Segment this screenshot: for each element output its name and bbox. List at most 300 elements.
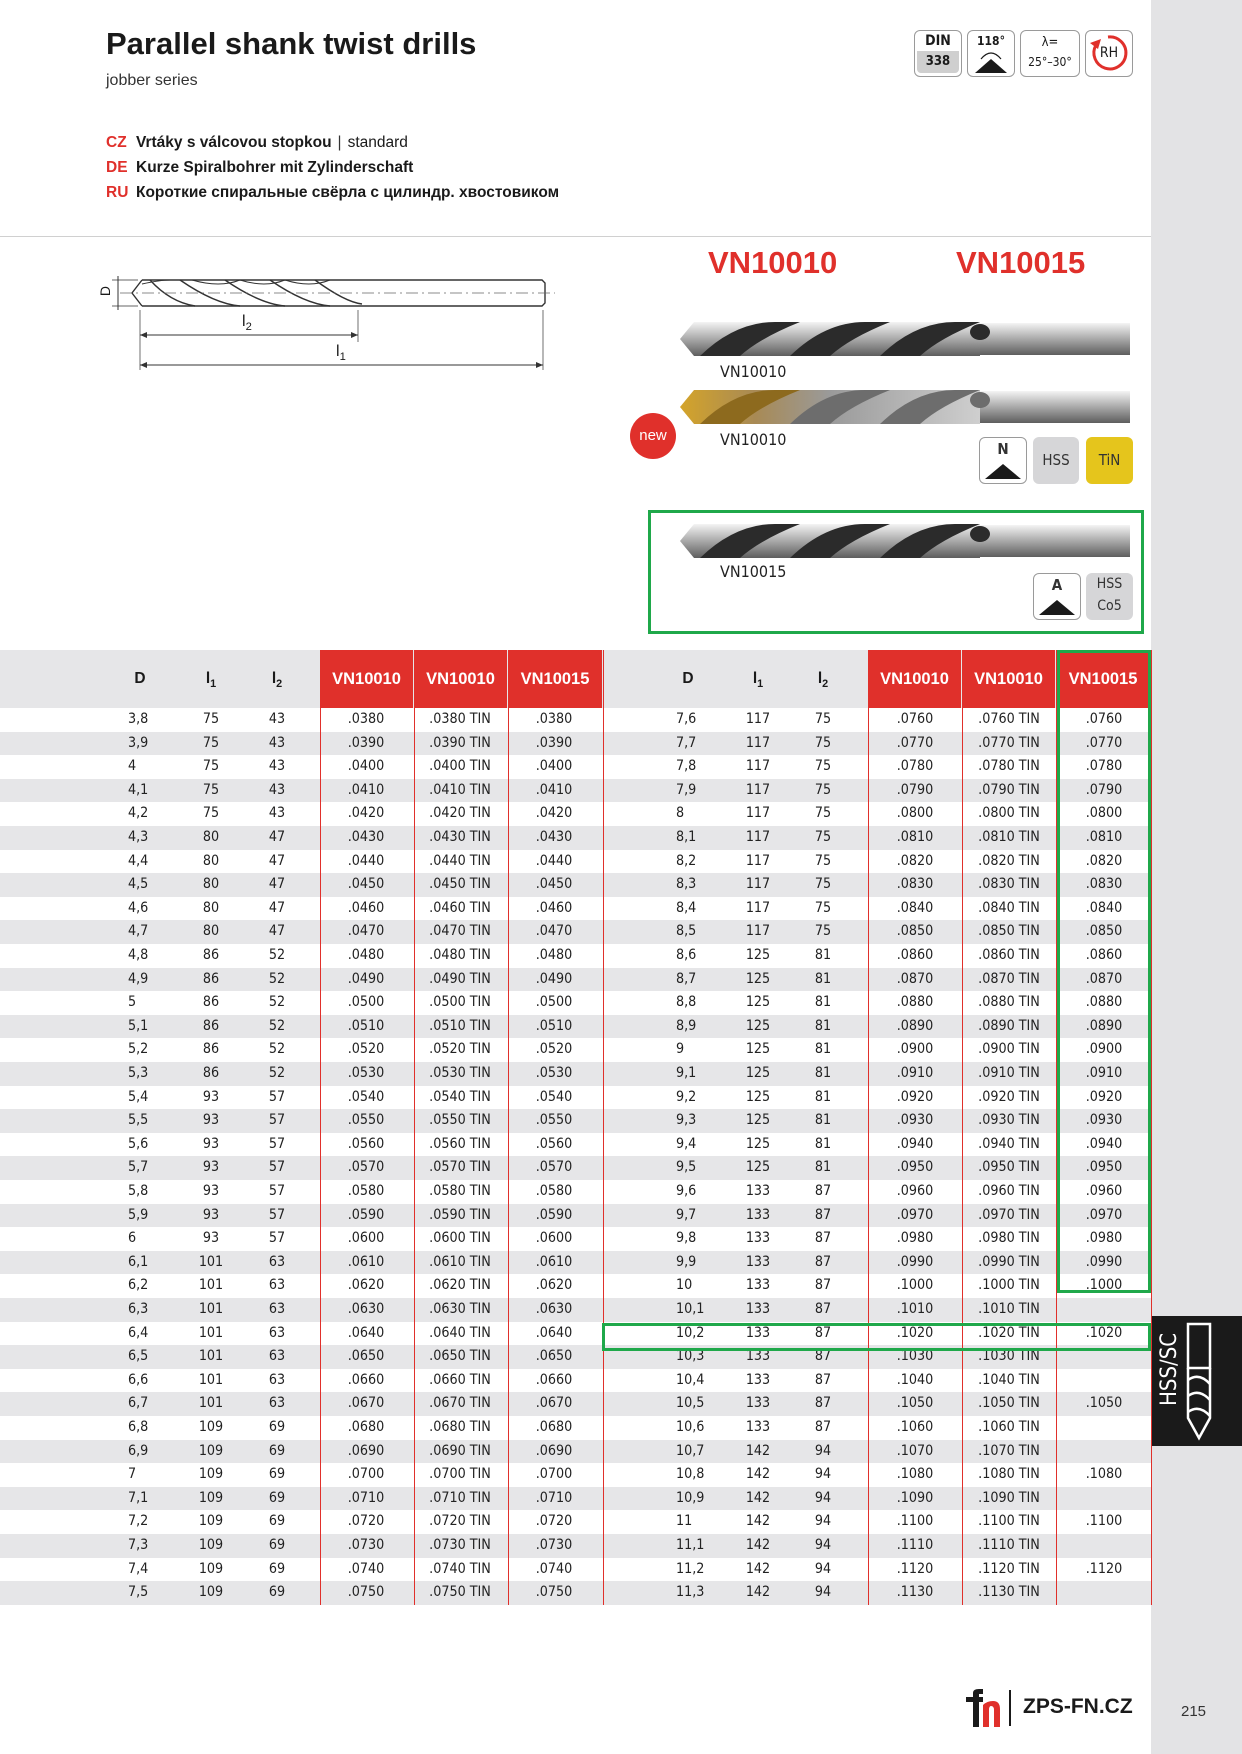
table-cell: 109: [198, 1584, 224, 1601]
table-cell: .0800 TIN: [978, 805, 1040, 822]
table-cell: .0730: [347, 1537, 385, 1553]
table-cell: .0470: [535, 923, 573, 940]
table-cell: .0770: [896, 734, 934, 751]
column-header: VN10015: [508, 650, 602, 708]
table-cell: .0900 TIN: [978, 1041, 1040, 1058]
table-cell: 133: [745, 1206, 771, 1223]
table-cell: .0850: [896, 923, 934, 940]
table-cell: .0660 TIN: [429, 1371, 491, 1388]
table-cell: .0630: [347, 1301, 385, 1317]
table-cell: .0460: [535, 899, 573, 916]
table-cell: 8,7: [676, 970, 697, 987]
table-cell: .0500: [347, 994, 385, 1011]
table-cell: .0750: [347, 1584, 385, 1601]
table-cell: 109: [198, 1419, 224, 1435]
table-cell: 75: [814, 899, 832, 916]
table-cell: .0600: [347, 1230, 385, 1247]
page-number: 215: [1181, 1703, 1207, 1720]
column-header: D: [134, 670, 146, 687]
lang-row-de: [106, 157, 413, 179]
table-cell: 4: [128, 758, 137, 775]
table-cell: .0970 TIN: [978, 1206, 1040, 1223]
table-cell: .0410: [347, 781, 385, 798]
table-cell: 142: [745, 1489, 771, 1506]
table-cell: [1059, 1440, 1149, 1464]
table-cell: 63: [268, 1277, 286, 1294]
table-cell: 63: [268, 1348, 286, 1365]
table-cell: .1110 TIN: [978, 1537, 1040, 1553]
table-cell: .0540: [535, 1088, 573, 1105]
table-cell: .1050 TIN: [978, 1395, 1040, 1412]
angle-label: 118°: [977, 34, 1005, 48]
dimension-d-label: D: [97, 285, 114, 297]
table-cell: .1010 TIN: [978, 1301, 1040, 1317]
table-cell: .0860 TIN: [978, 947, 1040, 963]
table-cell: 9: [676, 1041, 685, 1058]
table-cell: .0430 TIN: [429, 829, 491, 845]
table-cell: .0850 TIN: [978, 923, 1040, 940]
table-cell: 142: [745, 1513, 771, 1530]
table-cell: 57: [268, 1159, 286, 1176]
table-cell: 117: [745, 758, 771, 775]
column-header: $l_2$: [271, 670, 283, 691]
table-cell: .0770: [1085, 734, 1123, 751]
table-cell: 63: [268, 1371, 286, 1388]
table-cell: .0890: [896, 1017, 934, 1034]
table-cell: 125: [745, 1159, 771, 1176]
table-cell: .0840: [896, 899, 934, 916]
column-header: VN10015: [1056, 650, 1150, 708]
table-cell: .0880 TIN: [978, 994, 1040, 1011]
table-cell: .0440: [347, 852, 385, 869]
table-cell: [1059, 1369, 1149, 1393]
table-cell: 57: [268, 1230, 286, 1247]
table-cell: .0610: [535, 1253, 573, 1270]
table-cell: 133: [745, 1253, 771, 1270]
table-cell: .0620 TIN: [429, 1277, 491, 1294]
table-cell: .0830 TIN: [978, 876, 1040, 893]
table-cell: .0390: [347, 734, 385, 751]
table-cell: 94: [814, 1513, 832, 1530]
table-cell: .0870: [896, 970, 934, 987]
table-cell: .0640: [535, 1324, 573, 1341]
table-cell: 87: [814, 1301, 832, 1317]
table-cell: .0430: [535, 829, 573, 845]
table-cell: .0560: [347, 1135, 385, 1152]
table-cell: 5,3: [128, 1065, 149, 1081]
table-cell: .0950: [1085, 1159, 1123, 1176]
table-cell: .0540: [347, 1088, 385, 1105]
table-cell: .0860: [896, 947, 934, 963]
table-cell: 117: [745, 829, 771, 845]
table-cell: 47: [268, 876, 286, 893]
table-cell: .0670: [535, 1395, 573, 1412]
table-cell: .1060 TIN: [978, 1419, 1040, 1435]
table-cell: 69: [268, 1489, 286, 1506]
table-cell: .1070: [896, 1442, 934, 1459]
table-cell: .0670: [347, 1395, 385, 1412]
table-cell: .0830: [1085, 876, 1123, 893]
table-cell: .0940: [1085, 1135, 1123, 1152]
table-cell: 5,7: [128, 1159, 149, 1176]
table-cell: .0970: [1085, 1206, 1123, 1223]
table-cell: .0960 TIN: [978, 1183, 1040, 1199]
table-cell: 86: [202, 1017, 220, 1034]
table-cell: .1010: [896, 1301, 934, 1317]
table-cell: 125: [745, 994, 771, 1011]
table-cell: .1020: [896, 1324, 934, 1341]
table-cell: 125: [745, 947, 771, 963]
type-a-icon: [1033, 573, 1081, 620]
table-cell: 87: [814, 1277, 832, 1294]
page-title: Parallel shank twist drills: [106, 26, 477, 61]
table-cell: 87: [814, 1395, 832, 1412]
table-cell: .0400 TIN: [429, 758, 491, 775]
table-cell: .0820: [896, 852, 934, 869]
lang-code: DE: [106, 159, 128, 176]
table-cell: 94: [814, 1537, 832, 1553]
table-cell: 8,3: [676, 876, 697, 893]
table-cell: 7: [128, 1466, 137, 1483]
column-header: VN10010: [320, 650, 413, 708]
table-cell: .0400: [535, 758, 573, 775]
table-cell: .1030: [896, 1348, 934, 1365]
table-cell: .0710: [535, 1489, 573, 1506]
table-cell: 4,5: [128, 876, 149, 893]
table-cell: .1080 TIN: [978, 1466, 1040, 1483]
table-cell: 94: [814, 1584, 832, 1601]
table-cell: .0380: [535, 711, 573, 727]
table-cell: 101: [198, 1277, 224, 1294]
table-cell: 6,9: [128, 1442, 149, 1459]
table-cell: .0980: [1085, 1230, 1123, 1247]
table-cell: 80: [202, 829, 220, 845]
table-cell: .0640: [347, 1324, 385, 1341]
type-n-icon: [979, 437, 1027, 484]
table-cell: .0700: [535, 1466, 573, 1483]
table-cell: .0860: [1085, 947, 1123, 963]
table-cell: 10,4: [676, 1371, 705, 1388]
rotation-label: RH: [1099, 45, 1119, 61]
table-cell: .0700: [347, 1466, 385, 1483]
table-cell: .0790: [1085, 781, 1123, 798]
table-cell: 125: [745, 1112, 771, 1129]
table-cell: 125: [745, 1135, 771, 1152]
material-hss-badge: HSS: [1033, 437, 1079, 484]
table-cell: 57: [268, 1206, 286, 1223]
table-cell: .0420: [535, 805, 573, 822]
table-cell: .0480 TIN: [429, 947, 491, 963]
table-cell: 57: [268, 1135, 286, 1152]
table-cell: .1100 TIN: [978, 1513, 1040, 1530]
table-cell: .0460 TIN: [429, 899, 491, 916]
table-cell: 87: [814, 1348, 832, 1365]
din-label: DIN: [925, 33, 951, 49]
table-cell: 125: [745, 1017, 771, 1034]
table-cell: 142: [745, 1584, 771, 1601]
table-cell: 133: [745, 1183, 771, 1199]
table-cell: [1059, 1534, 1149, 1558]
table-cell: .1020 TIN: [978, 1324, 1040, 1341]
table-cell: .0910: [1085, 1065, 1123, 1081]
table-cell: .0580: [347, 1183, 385, 1199]
table-cell: 81: [814, 970, 832, 987]
table-cell: .0410 TIN: [429, 781, 491, 798]
product-code-vn10015: VN10015: [956, 245, 1086, 280]
column-divider: [868, 650, 869, 1605]
hssco-bottom: Co5: [1097, 598, 1122, 614]
table-cell: 9,9: [676, 1253, 697, 1270]
table-cell: 10,8: [676, 1466, 705, 1483]
table-cell: .1100: [1085, 1513, 1123, 1530]
table-cell: .0600 TIN: [429, 1230, 491, 1247]
table-cell: 10,9: [676, 1489, 705, 1506]
table-cell: [1059, 1581, 1149, 1605]
table-cell: 11,3: [676, 1584, 705, 1601]
table-cell: .0720: [535, 1513, 573, 1530]
table-cell: 133: [745, 1277, 771, 1294]
table-cell: 6: [128, 1230, 137, 1247]
table-cell: 109: [198, 1442, 224, 1459]
table-cell: 109: [198, 1537, 224, 1553]
helix-label: λ=: [1041, 35, 1059, 50]
table-cell: .0630 TIN: [429, 1301, 491, 1317]
table-cell: .1100: [896, 1513, 934, 1530]
table-cell: 75: [202, 805, 220, 822]
table-cell: 7,8: [676, 758, 697, 775]
table-cell: .0750: [535, 1584, 573, 1601]
table-cell: 57: [268, 1088, 286, 1105]
lang-text: Короткие спиральные свёрла с цилиндр. хвостовиком: [136, 184, 560, 201]
table-cell: 10,6: [676, 1419, 705, 1435]
table-cell: .0710 TIN: [429, 1489, 491, 1506]
lang-extra: standard: [347, 134, 408, 151]
table-cell: .0830: [896, 876, 934, 893]
table-cell: 80: [202, 923, 220, 940]
table-cell: 43: [268, 805, 286, 822]
table-cell: .0910: [896, 1065, 934, 1081]
table-cell: 10,5: [676, 1395, 705, 1412]
table-cell: .0770 TIN: [978, 734, 1040, 751]
table-cell: 93: [202, 1183, 220, 1199]
table-cell: .0420: [347, 805, 385, 822]
table-cell: 86: [202, 1065, 220, 1081]
table-cell: 9,1: [676, 1065, 697, 1081]
table-cell: .0690 TIN: [429, 1442, 491, 1459]
table-cell: 52: [268, 1065, 286, 1081]
table-cell: .0740 TIN: [429, 1560, 491, 1577]
table-cell: .0680 TIN: [429, 1419, 491, 1435]
table-cell: .0820 TIN: [978, 852, 1040, 869]
table-cell: .0950: [896, 1159, 934, 1176]
lang-code: CZ: [106, 134, 127, 151]
table-cell: .0500 TIN: [429, 994, 491, 1011]
table-cell: 6,5: [128, 1348, 149, 1365]
table-cell: .0550: [535, 1112, 573, 1129]
table-cell: .0630: [535, 1301, 573, 1317]
table-cell: .1040: [896, 1371, 934, 1388]
helix-angle-icon: [1020, 30, 1080, 77]
table-cell: 10: [676, 1277, 693, 1294]
table-cell: .0670 TIN: [429, 1395, 491, 1412]
table-cell: 133: [745, 1324, 771, 1341]
table-cell: 47: [268, 899, 286, 916]
table-cell: 86: [202, 994, 220, 1011]
table-cell: .0610: [347, 1253, 385, 1270]
coating-tin-badge: TiN: [1086, 437, 1133, 484]
table-cell: 63: [268, 1301, 286, 1317]
separator: |: [337, 134, 342, 151]
table-cell: 5,6: [128, 1135, 149, 1152]
table-cell: .0740: [347, 1560, 385, 1577]
table-cell: 75: [814, 734, 832, 751]
table-cell: .1030 TIN: [978, 1348, 1040, 1365]
table-cell: 75: [814, 876, 832, 893]
table-cell: .0930: [1085, 1112, 1123, 1129]
table-cell: 57: [268, 1183, 286, 1199]
table-cell: 5: [128, 994, 137, 1011]
type-n-glyph: [983, 460, 1023, 480]
table-cell: .0930: [896, 1112, 934, 1129]
column-header: $l_1$: [205, 670, 217, 691]
table-cell: 6,2: [128, 1277, 149, 1294]
table-cell: 4,6: [128, 899, 149, 916]
material-hssco-badge: [1086, 573, 1133, 620]
table-cell: .0720: [347, 1513, 385, 1530]
table-cell: 109: [198, 1513, 224, 1530]
page-subtitle: jobber series: [106, 72, 198, 89]
table-cell: 6,4: [128, 1324, 149, 1341]
table-cell: 69: [268, 1584, 286, 1601]
table-cell: 133: [745, 1348, 771, 1365]
table-cell: .1080: [896, 1466, 934, 1483]
table-cell: .0570 TIN: [429, 1159, 491, 1176]
table-cell: .0430: [347, 829, 385, 845]
table-cell: 69: [268, 1419, 286, 1435]
column-header: $l_2$: [817, 670, 829, 691]
table-cell: 5,1: [128, 1017, 149, 1034]
table-cell: 81: [814, 1065, 832, 1081]
table-cell: 43: [268, 781, 286, 798]
table-cell: 5,2: [128, 1041, 149, 1058]
table-cell: 4,1: [128, 781, 149, 798]
table-cell: 125: [745, 1088, 771, 1105]
drill-label-1: VN10010: [720, 362, 787, 381]
column-header: VN10010: [868, 650, 961, 708]
table-cell: 75: [202, 734, 220, 751]
table-cell: .0440: [535, 852, 573, 869]
table-cell: .0740: [535, 1560, 573, 1577]
table-cell: .0990: [1085, 1253, 1123, 1270]
table-cell: .0940: [896, 1135, 934, 1152]
table-cell: .0520: [347, 1041, 385, 1058]
table-cell: 75: [202, 781, 220, 798]
table-cell: .0930 TIN: [978, 1112, 1040, 1129]
table-cell: 10,7: [676, 1442, 705, 1459]
lang-code: RU: [106, 184, 129, 201]
table-cell: .0960: [1085, 1183, 1123, 1199]
table-cell: 10,1: [676, 1301, 705, 1317]
table-cell: .0680: [535, 1419, 573, 1435]
table-cell: .0440 TIN: [429, 852, 491, 869]
table-cell: 93: [202, 1159, 220, 1176]
point-angle-icon: [967, 30, 1015, 77]
table-cell: .0530 TIN: [429, 1065, 491, 1081]
table-cell: 9,2: [676, 1088, 697, 1105]
table-cell: 63: [268, 1253, 286, 1270]
table-cell: [1059, 1416, 1149, 1440]
table-cell: .0840 TIN: [978, 899, 1040, 916]
table-cell: .0450: [535, 876, 573, 893]
table-cell: .0730 TIN: [429, 1537, 491, 1553]
table-cell: .0760: [1085, 711, 1123, 727]
table-cell: .0880: [1085, 994, 1123, 1011]
table-cell: 9,4: [676, 1135, 697, 1152]
table-cell: .0960: [896, 1183, 934, 1199]
table-cell: .0690: [347, 1442, 385, 1459]
column-header: $l_1$: [752, 670, 764, 691]
footer-divider: [1009, 1690, 1011, 1726]
table-cell: .0900: [896, 1041, 934, 1058]
hssco-top: HSS: [1096, 576, 1123, 592]
table-cell: 4,7: [128, 923, 149, 940]
table-cell: .0400: [347, 758, 385, 775]
table-cell: 6,7: [128, 1395, 149, 1412]
table-cell: 87: [814, 1324, 832, 1341]
table-cell: 117: [745, 711, 771, 727]
table-cell: 9,7: [676, 1206, 697, 1223]
table-cell: 142: [745, 1537, 771, 1553]
table-cell: .0530: [347, 1065, 385, 1081]
table-cell: 142: [745, 1560, 771, 1577]
table-cell: 7,9: [676, 781, 697, 798]
table-cell: .0470 TIN: [429, 923, 491, 940]
drill-photo-vn10010-tin: [680, 386, 1132, 428]
divider: [0, 236, 1151, 237]
table-cell: .0840: [1085, 899, 1123, 916]
table-cell: 93: [202, 1112, 220, 1129]
table-cell: .0490: [347, 970, 385, 987]
table-cell: .0780: [896, 758, 934, 775]
table-cell: 125: [745, 970, 771, 987]
table-cell: 9,3: [676, 1112, 697, 1129]
table-cell: .0760 TIN: [978, 711, 1040, 727]
table-cell: 9,8: [676, 1230, 697, 1247]
l2-text: $l_2$: [242, 313, 252, 334]
table-cell: 75: [814, 829, 832, 845]
table-cell: 63: [268, 1324, 286, 1341]
column-header: VN10010: [962, 650, 1055, 708]
table-cell: 117: [745, 899, 771, 916]
table-cell: 142: [745, 1442, 771, 1459]
table-cell: .0390 TIN: [429, 734, 491, 751]
table-cell: .0920: [896, 1088, 934, 1105]
table-cell: 11: [676, 1513, 693, 1530]
table-cell: 133: [745, 1395, 771, 1412]
table-cell: 125: [745, 1041, 771, 1058]
table-cell: 4,9: [128, 970, 149, 987]
table-cell: .1130 TIN: [978, 1584, 1040, 1601]
table-cell: 125: [745, 1065, 771, 1081]
table-cell: .0660: [347, 1371, 385, 1388]
table-cell: 57: [268, 1112, 286, 1129]
l1-text: $l_1$: [336, 343, 346, 364]
table-cell: .0970: [896, 1206, 934, 1223]
table-cell: 93: [202, 1230, 220, 1247]
table-cell: 117: [745, 805, 771, 822]
lang-row-cz: [106, 132, 408, 154]
table-cell: .1000: [1085, 1277, 1123, 1294]
